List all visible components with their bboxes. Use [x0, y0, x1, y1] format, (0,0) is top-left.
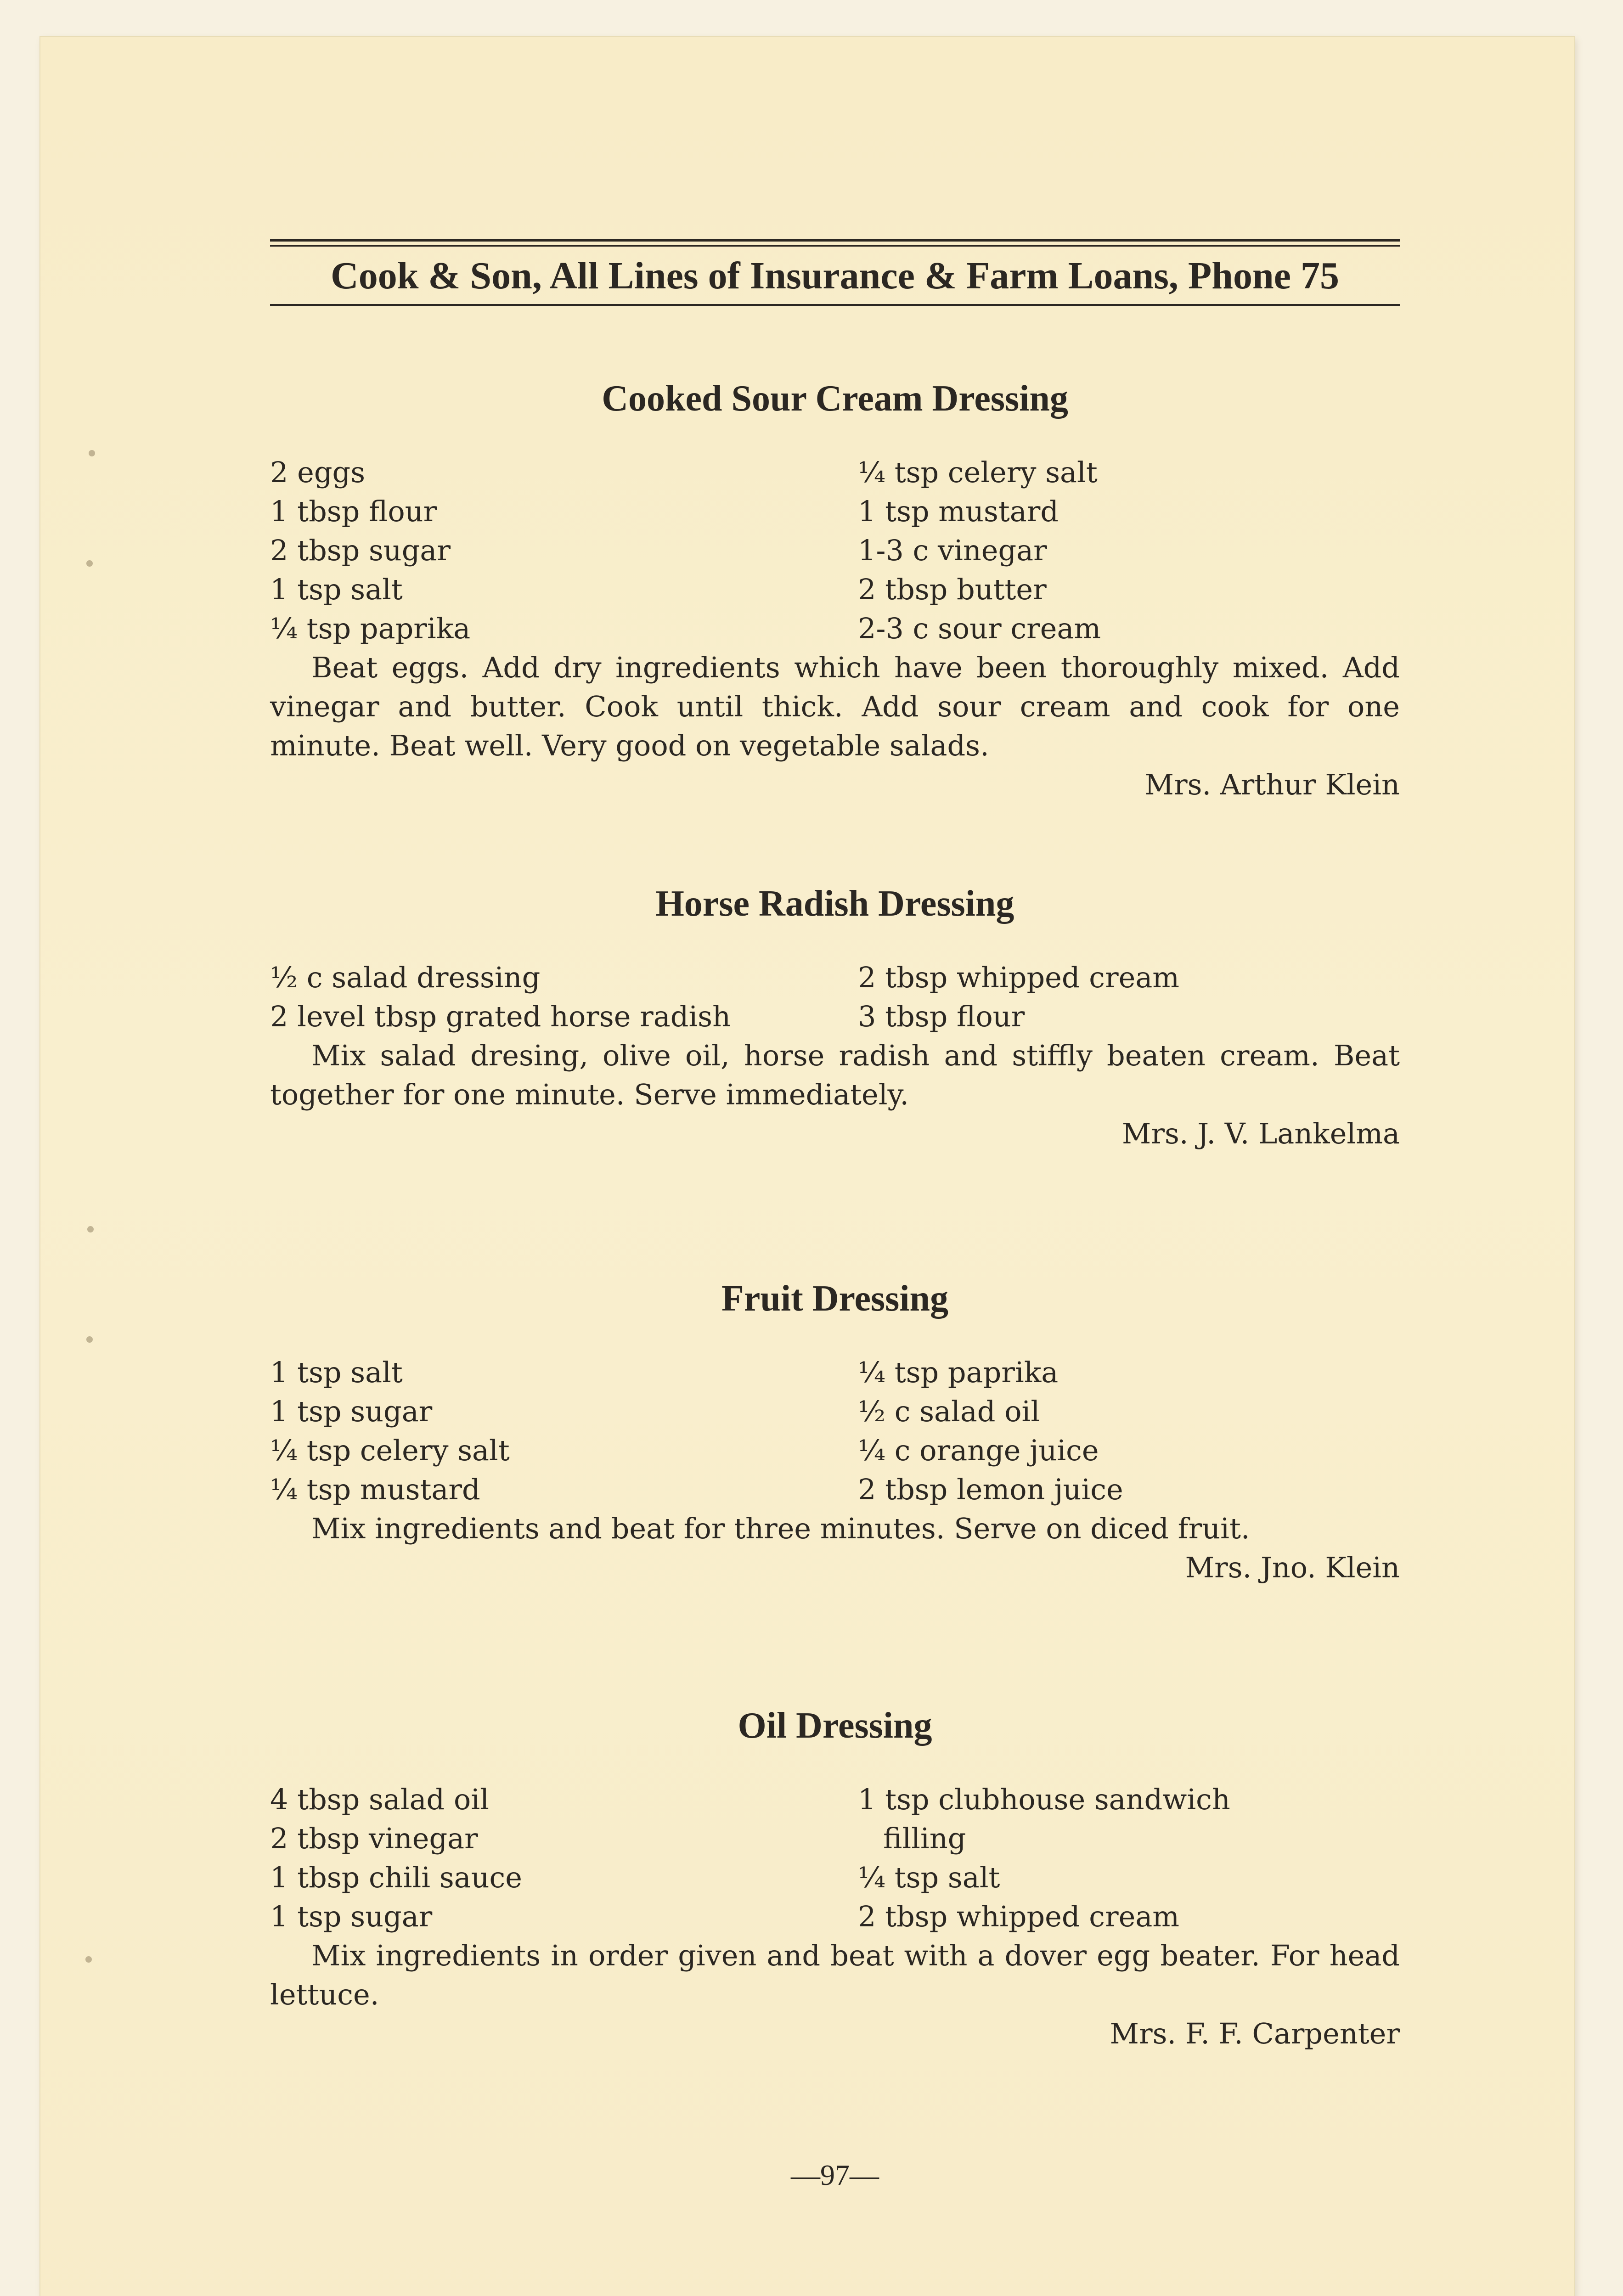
ingredient-column-left: [270, 1353, 821, 1509]
ingredient-column-left: [270, 453, 821, 648]
recipe-title: Horse Radish Dressing: [655, 884, 1014, 924]
ingredient: 2-3 c sour cream: [858, 612, 1101, 645]
ingredient: 3 tbsp flour: [858, 1000, 1025, 1033]
ingredient: ¼ tsp celery salt: [270, 1434, 510, 1467]
ingredient: 2 tbsp vinegar: [270, 1822, 478, 1855]
ingredient: 1 tsp mustard: [858, 495, 1059, 528]
recipe-method: Mix salad dresing, olive oil, horse radish and stiffly beaten cream. Beat together for one minute. Serve immediately.: [270, 1039, 1400, 1111]
recipe-title: Oil Dressing: [738, 1705, 932, 1746]
recipe-author: Mrs. Jno. Klein: [1185, 1551, 1400, 1584]
ingredient-column-left: [270, 1780, 821, 1936]
header-rule-bottom: [270, 304, 1400, 306]
ingredient: ½ c salad dressing: [270, 961, 541, 994]
ingredient: 2 tbsp sugar: [270, 534, 451, 567]
ingredient-column-right: [858, 1780, 1400, 1936]
ingredient-column-right: [858, 453, 1400, 648]
recipe-oil-dressing: [270, 1704, 1400, 2053]
running-header: [270, 239, 1400, 306]
recipe-title: Fruit Dressing: [721, 1278, 949, 1319]
ingredient: 1 tbsp chili sauce: [270, 1861, 522, 1894]
ingredient: ¼ tsp celery salt: [858, 456, 1098, 489]
recipe-author: Mrs. Arthur Klein: [1144, 768, 1400, 801]
ingredient-column-right: [858, 1353, 1400, 1509]
binding-hole: [86, 560, 93, 567]
recipe-method: Mix ingredients and beat for three minutes. Serve on diced fruit.: [311, 1512, 1250, 1545]
page-number: —97—: [791, 2159, 879, 2191]
ingredient: 1 tsp salt: [270, 1356, 403, 1389]
ingredient: ½ c salad oil: [858, 1395, 1040, 1428]
ingredient: 1 tsp sugar: [270, 1395, 433, 1428]
recipe-method: Beat eggs. Add dry ingredients which have been thoroughly mixed. Add vinegar and butter. Cook until thick. Add sour cream and cook for one minute. Beat well. Very good on vegetable salads.: [270, 651, 1400, 762]
ingredient-column-left: [270, 958, 821, 1036]
ingredient: filling: [883, 1822, 966, 1855]
ingredient-columns: [270, 1780, 1400, 1936]
ingredient: 1 tbsp flour: [270, 495, 437, 528]
ingredient-columns: [270, 453, 1400, 648]
recipe-title: Cooked Sour Cream Dressing: [602, 378, 1068, 419]
ingredient: 1 tsp sugar: [270, 1900, 433, 1933]
recipe-author: Mrs. F. F. Carpenter: [1110, 2017, 1400, 2050]
ingredient: 1 tsp salt: [270, 573, 403, 606]
binding-hole: [86, 1336, 93, 1343]
ingredient: 1-3 c vinegar: [858, 534, 1047, 567]
binding-hole: [85, 1956, 92, 1963]
binding-hole: [89, 450, 95, 456]
ingredient: 1 tsp clubhouse sandwich: [858, 1783, 1230, 1816]
ingredient-columns: [270, 1353, 1400, 1509]
recipe-author: Mrs. J. V. Lankelma: [1121, 1117, 1400, 1150]
ingredient: 4 tbsp salad oil: [270, 1783, 489, 1816]
ingredient: ¼ tsp mustard: [270, 1473, 480, 1506]
header-rule-top: [270, 239, 1400, 242]
ingredient: 2 tbsp lemon juice: [858, 1473, 1123, 1506]
ingredient: ¼ c orange juice: [858, 1434, 1099, 1467]
ingredient-column-right: [858, 958, 1400, 1036]
ingredient: 2 eggs: [270, 456, 366, 489]
ingredient: 2 tbsp whipped cream: [858, 1900, 1180, 1933]
header-title: Cook & Son, All Lines of Insurance & Farm Loans, Phone 75: [331, 254, 1339, 297]
binding-hole: [87, 1226, 94, 1232]
recipe-fruit-dressing: [270, 1277, 1400, 1587]
ingredient: ¼ tsp salt: [858, 1861, 1000, 1894]
ingredient: ¼ tsp paprika: [858, 1356, 1059, 1389]
ingredient: ¼ tsp paprika: [270, 612, 471, 645]
ingredient: 2 tbsp whipped cream: [858, 961, 1180, 994]
ingredient: 2 level tbsp grated horse radish: [270, 1000, 731, 1033]
ingredient-columns: [270, 958, 1400, 1036]
recipe-method: Mix ingredients in order given and beat with a dover egg beater. For head lettuce.: [270, 1939, 1400, 2011]
recipe-horse-radish-dressing: [270, 882, 1400, 1153]
recipe-cooked-sour-cream-dressing: [270, 377, 1400, 804]
page-content: [270, 239, 1400, 2191]
ingredient: 2 tbsp butter: [858, 573, 1047, 606]
book-page: [40, 37, 1574, 2296]
